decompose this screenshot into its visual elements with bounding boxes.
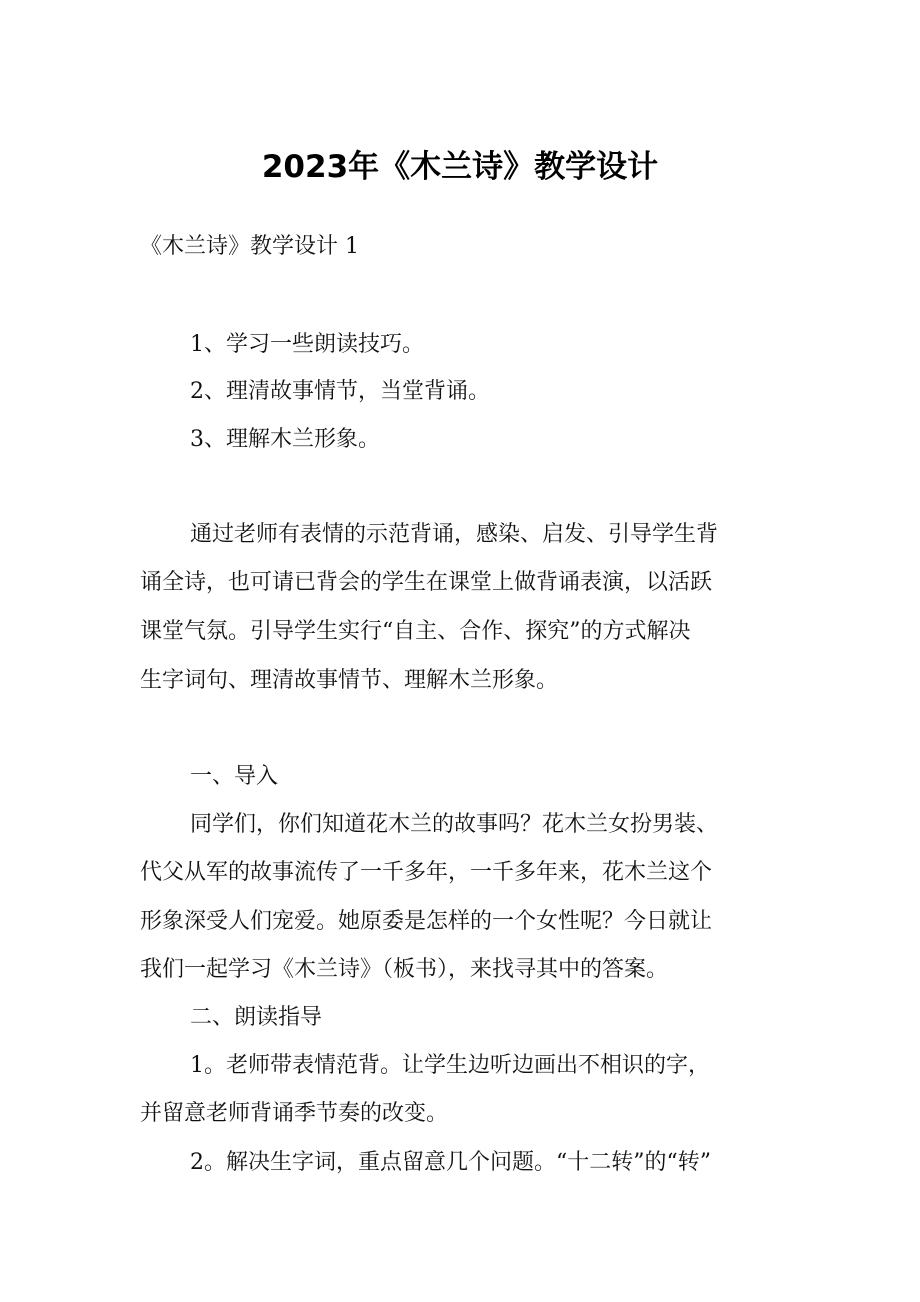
guide-paragraph-line: 并留意老师背诵季节奏的改变。 [140, 1101, 449, 1126]
objective-item: 1、学习一些朗读技巧。 [190, 332, 424, 357]
intro-paragraph-line: 代父从军的故事流传了一千多年，一千多年来，花木兰这个 [140, 860, 713, 885]
method-paragraph-line: 诵全诗，也可请已背会的学生在课堂上做背诵表演，以活跃 [140, 570, 713, 595]
document-title: 2023年《木兰诗》教学设计 [261, 149, 659, 185]
subtitle: 《木兰诗》教学设计 1 [140, 234, 359, 259]
method-paragraph-line: 课堂气氛。引导学生实行“自主、合作、探究”的方式解决 [140, 619, 691, 644]
intro-paragraph-line: 形象深受人们宠爱。她原委是怎样的一个女性呢？今日就让 [140, 909, 713, 934]
section-heading-reading: 二、朗读指导 [190, 1005, 323, 1030]
method-paragraph-line: 通过老师有表情的示范背诵，感染、启发、引导学生背 [190, 522, 719, 547]
intro-paragraph-line: 同学们，你们知道花木兰的故事吗？花木兰女扮男装、 [190, 812, 719, 837]
guide-paragraph-line: 2。解决生字词，重点留意几个问题。“十二转”的“转” [190, 1150, 711, 1175]
intro-paragraph-line: 我们一起学习《木兰诗》（板书），来找寻其中的答案。 [140, 957, 669, 982]
section-heading-intro: 一、导入 [190, 764, 279, 789]
objective-item: 2、理清故事情节，当堂背诵。 [190, 379, 490, 404]
guide-paragraph-line: 1。老师带表情范背。让学生边听边画出不相识的字， [190, 1053, 710, 1078]
objective-item: 3、理解木兰形象。 [190, 427, 380, 452]
method-paragraph-line: 生字词句、理清故事情节、理解木兰形象。 [140, 668, 559, 693]
